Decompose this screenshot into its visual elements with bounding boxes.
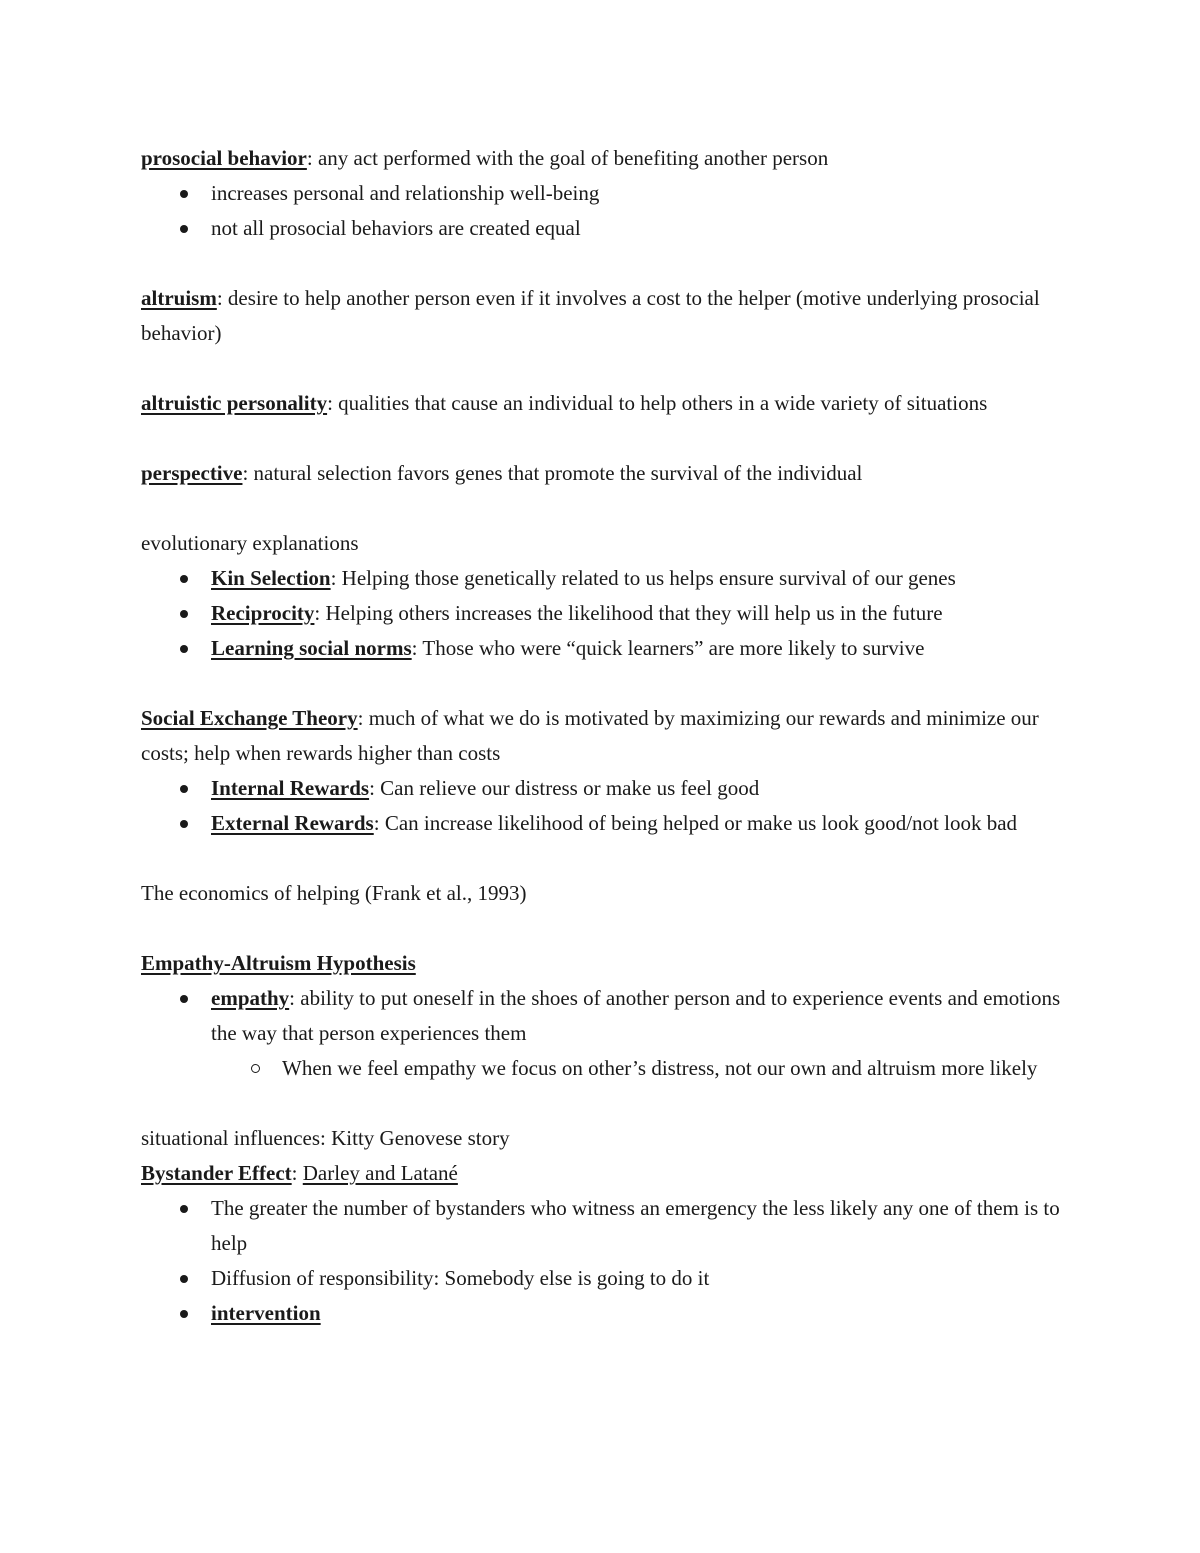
list-item: The greater the number of bystanders who witness an emergency the less likely any one of them is to help xyxy=(141,1191,1066,1261)
term-prosocial-behavior: prosocial behavior xyxy=(141,146,307,170)
empathy-altruism-heading: Empathy-Altruism Hypothesis xyxy=(141,951,416,975)
term-learning-social-norms: Learning social norms xyxy=(211,636,412,660)
notes-content xyxy=(141,141,1066,1331)
evolutionary-list xyxy=(141,561,1066,666)
list-item xyxy=(141,1296,1066,1331)
list-item xyxy=(141,981,1066,1051)
rewards-list xyxy=(141,771,1066,841)
term-reciprocity: Reciprocity xyxy=(211,601,315,625)
term-perspective: perspective xyxy=(141,461,243,485)
list-item xyxy=(141,561,1066,596)
list-item: increases personal and relationship well-being xyxy=(141,176,1066,211)
list-item: Diffusion of responsibility: Somebody else is going to do it xyxy=(141,1261,1066,1296)
definition-text: : natural selection favors genes that promote the survival of the individual xyxy=(242,461,863,485)
economics-of-helping: The economics of helping (Frank et al., 1993) xyxy=(141,881,527,905)
term-external-rewards: External Rewards xyxy=(211,811,374,835)
item-text: : Those who were “quick learners” are more likely to survive xyxy=(411,636,925,660)
item-text: : Helping those genetically related to us helps ensure survival of our genes xyxy=(330,566,956,590)
term-social-exchange-theory: Social Exchange Theory xyxy=(141,706,358,730)
sub-list-item: When we feel empathy we focus on other’s distress, not our own and altruism more likely xyxy=(141,1051,1066,1086)
item-text: : Can relieve our distress or make us feel good xyxy=(369,776,760,800)
definition-altruistic-personality xyxy=(141,386,1066,421)
term-intervention: intervention xyxy=(211,1301,321,1325)
item-text: : Can increase likelihood of being helped or make us look good/not look bad xyxy=(373,811,1018,835)
definition-text: : qualities that cause an individual to help others in a wide variety of situations xyxy=(327,391,988,415)
item-text: : Helping others increases the likelihood that they will help us in the future xyxy=(314,601,943,625)
colon-separator: : xyxy=(291,1161,303,1185)
definition-text: : any act performed with the goal of benefiting another person xyxy=(306,146,829,170)
term-bystander-effect: Bystander Effect xyxy=(141,1161,292,1185)
definition-social-exchange-theory xyxy=(141,701,1066,771)
list-item xyxy=(141,806,1066,841)
definition-prosocial-behavior xyxy=(141,141,1066,176)
term-internal-rewards: Internal Rewards xyxy=(211,776,370,800)
definition-altruism xyxy=(141,281,1066,351)
term-altruism: altruism xyxy=(141,286,217,310)
term-kin-selection: Kin Selection xyxy=(211,566,331,590)
definition-text: : much of what we do is motivated by maximizing our rewards and minimize our costs; help when rewards higher than costs xyxy=(141,706,1039,765)
term-altruistic-personality: altruistic personality xyxy=(141,391,328,415)
situational-influences: situational influences: Kitty Genovese story xyxy=(141,1126,510,1150)
list-item xyxy=(141,631,1066,666)
bystander-list xyxy=(141,1191,1066,1331)
empathy-list xyxy=(141,981,1066,1086)
list-item xyxy=(141,771,1066,806)
list-item: not all prosocial behaviors are created equal xyxy=(141,211,1066,246)
bystander-effect-line xyxy=(141,1156,1066,1191)
definition-perspective xyxy=(141,456,1066,491)
item-text: : ability to put oneself in the shoes of another person and to experience events and emotions the way that person experiences them xyxy=(211,986,1061,1045)
term-empathy: empathy xyxy=(211,986,290,1010)
definition-text: : desire to help another person even if it involves a cost to the helper (motive underlying prosocial behavior) xyxy=(141,286,1040,345)
reference-darley-latane: Darley and Latané xyxy=(302,1161,458,1185)
list-item xyxy=(141,596,1066,631)
prosocial-bullet-list xyxy=(141,176,1066,246)
evolutionary-heading: evolutionary explanations xyxy=(141,531,359,555)
